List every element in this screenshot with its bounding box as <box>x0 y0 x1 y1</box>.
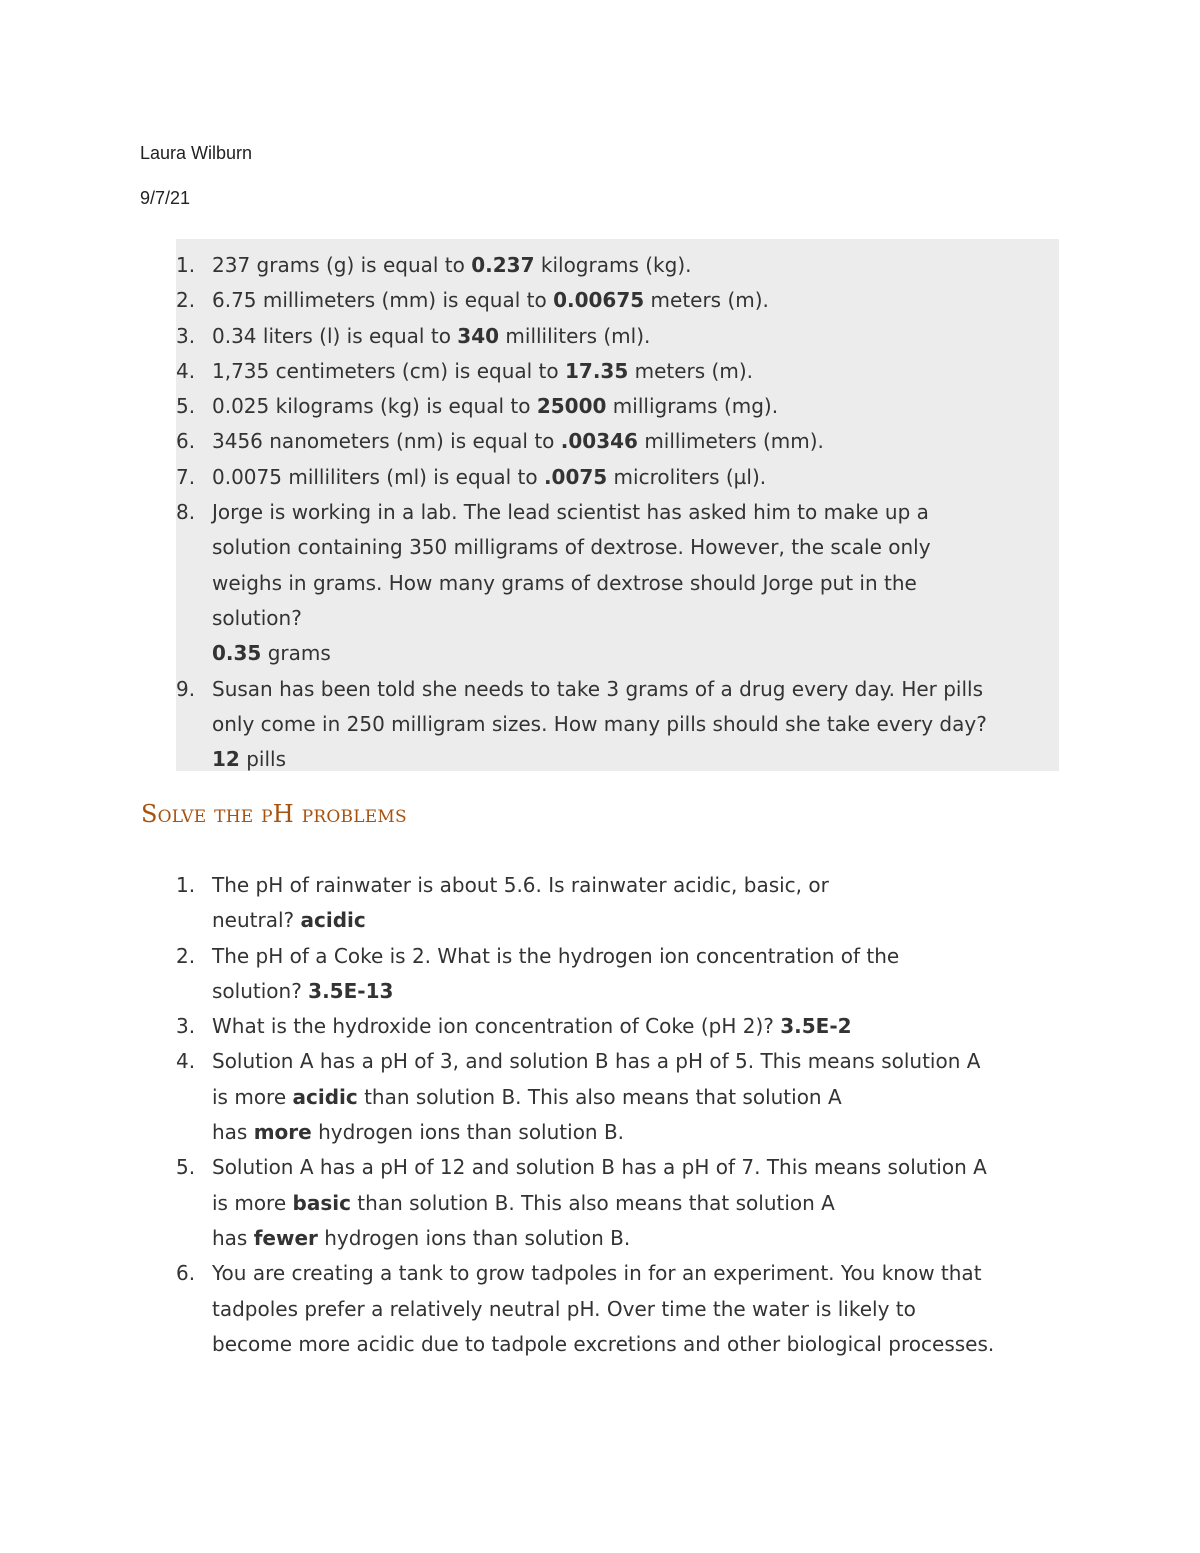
problem-text: meters (m). <box>628 358 753 383</box>
problem-text: hydrogen ions than solution B. <box>311 1120 625 1145</box>
problem-text: Solution A has a pH of 12 and solution B has a pH of 7. This means solution A <box>212 1155 987 1180</box>
problem-text: is more <box>212 1190 293 1215</box>
item-number: 2. <box>176 943 196 968</box>
problem-text: Susan has been told she needs to take 3 grams of a drug every day. Her pills <box>212 676 984 701</box>
answer-line <box>212 742 987 777</box>
list-item <box>176 1256 994 1362</box>
item-number: 6. <box>176 429 196 454</box>
problem-text: hydrogen ions than solution B. <box>317 1225 631 1250</box>
problem-text: weighs in grams. How many grams of dextrose should Jorge put in the <box>212 570 917 595</box>
list-item <box>176 672 987 778</box>
item-number: 4. <box>176 1049 196 1074</box>
item-number: 4. <box>176 358 196 383</box>
problem-text: What is the hydroxide ion concentration of Coke (pH 2)? <box>212 1014 781 1039</box>
problem-text: 237 grams (g) is equal to <box>212 253 472 277</box>
problem-text: solution? <box>212 605 302 630</box>
conversion-problems-list <box>176 248 987 777</box>
problem-text: than solution B. This also means that solution A <box>357 1084 842 1109</box>
problem-text: has <box>212 1225 254 1250</box>
answer: 12 <box>212 747 240 772</box>
problem-text: microliters (µl). <box>607 464 767 489</box>
problem-text: 1,735 centimeters (cm) is equal to <box>212 358 565 383</box>
problem-text: milligrams (mg). <box>606 394 779 419</box>
list-item <box>176 283 987 318</box>
item-number: 5. <box>176 1155 196 1180</box>
problem-text: Jorge is working in a lab. The lead scientist has asked him to make up a <box>212 500 929 525</box>
problem-text: neutral? <box>212 908 301 933</box>
item-number: 6. <box>176 1261 196 1286</box>
answer: 340 <box>457 323 500 348</box>
answer: 17.35 <box>564 358 629 383</box>
item-number: 9. <box>176 676 196 701</box>
item-number: 2. <box>176 288 196 313</box>
problem-text: than solution B. This also means that solution A <box>350 1190 835 1215</box>
problem-text: milliliters (ml). <box>499 323 651 348</box>
problem-text: solution containing 350 milligrams of dextrose. However, the scale only <box>212 535 931 560</box>
list-item <box>176 424 987 459</box>
answer: basic <box>292 1190 351 1215</box>
problem-text: solution? <box>212 978 309 1003</box>
problem-text: become more acidic due to tadpole excretions and other biological processes. <box>212 1331 995 1356</box>
ph-problems-list <box>176 868 994 1362</box>
item-number: 7. <box>176 464 196 489</box>
problem-line <box>212 1186 994 1221</box>
problem-text: 3456 nanometers (nm) is equal to <box>212 429 561 454</box>
problem-line <box>212 1115 994 1150</box>
answer-line <box>212 636 987 671</box>
list-item <box>176 495 987 671</box>
problem-line <box>212 1080 994 1115</box>
item-number: 8. <box>176 500 196 525</box>
problem-text: millimeters (mm). <box>637 429 824 454</box>
item-number: 3. <box>176 323 196 348</box>
list-item <box>176 1044 994 1150</box>
item-number: 3. <box>176 1014 196 1039</box>
author-name: Laura Wilburn <box>140 143 253 163</box>
item-number: 5. <box>176 394 196 419</box>
section-heading: Solve the pH problems <box>141 800 407 828</box>
answer: .00346 <box>560 429 638 454</box>
answer: 3.5E-13 <box>308 978 394 1003</box>
problem-text: kilograms (kg). <box>534 253 692 277</box>
problem-text: The pH of rainwater is about 5.6. Is rainwater acidic, basic, or <box>212 873 829 897</box>
problem-line <box>212 1009 994 1044</box>
answer: more <box>253 1120 312 1145</box>
answer: 3.5E-2 <box>780 1014 852 1039</box>
list-item <box>176 939 994 1010</box>
item-number: 1. <box>176 253 196 277</box>
problem-text: only come in 250 milligram sizes. How many pills should she take every day? <box>212 711 987 736</box>
problem-line <box>212 974 994 1009</box>
answer: 0.00675 <box>553 288 645 313</box>
problem-text: 0.0075 milliliters (ml) is equal to <box>212 464 544 489</box>
problem-text: meters (m). <box>644 288 769 313</box>
problem-text: is more <box>212 1084 293 1109</box>
answer-unit: grams <box>261 641 331 666</box>
answer: 0.237 <box>471 253 535 277</box>
list-item <box>176 1009 994 1044</box>
answer: acidic <box>292 1084 358 1109</box>
list-item <box>176 1150 994 1256</box>
list-item <box>176 389 987 424</box>
problem-text: The pH of a Coke is 2. What is the hydrogen ion concentration of the <box>212 943 900 968</box>
list-item <box>176 248 987 283</box>
answer: 25000 <box>536 394 607 419</box>
answer-unit: pills <box>239 747 286 772</box>
answer: .0075 <box>543 464 608 489</box>
list-item <box>176 354 987 389</box>
list-item <box>176 460 987 495</box>
problem-text: 6.75 millimeters (mm) is equal to <box>212 288 554 313</box>
document-date: 9/7/21 <box>140 188 191 208</box>
problem-text: 0.34 liters (l) is equal to <box>212 323 458 348</box>
problem-text: has <box>212 1120 254 1145</box>
problem-line <box>212 903 994 938</box>
list-item <box>176 319 987 354</box>
problem-text: tadpoles prefer a relatively neutral pH. Over time the water is likely to <box>212 1296 916 1321</box>
problem-line <box>212 1221 994 1256</box>
answer: fewer <box>253 1225 318 1250</box>
problem-text: You are creating a tank to grow tadpoles in for an experiment. You know that <box>212 1261 982 1286</box>
problem-text: 0.025 kilograms (kg) is equal to <box>212 394 537 419</box>
problem-text: Solution A has a pH of 3, and solution B has a pH of 5. This means solution A <box>212 1049 981 1074</box>
list-item <box>176 868 994 939</box>
item-number: 1. <box>176 873 196 897</box>
answer: 0.35 <box>212 641 262 666</box>
answer: acidic <box>300 908 366 933</box>
